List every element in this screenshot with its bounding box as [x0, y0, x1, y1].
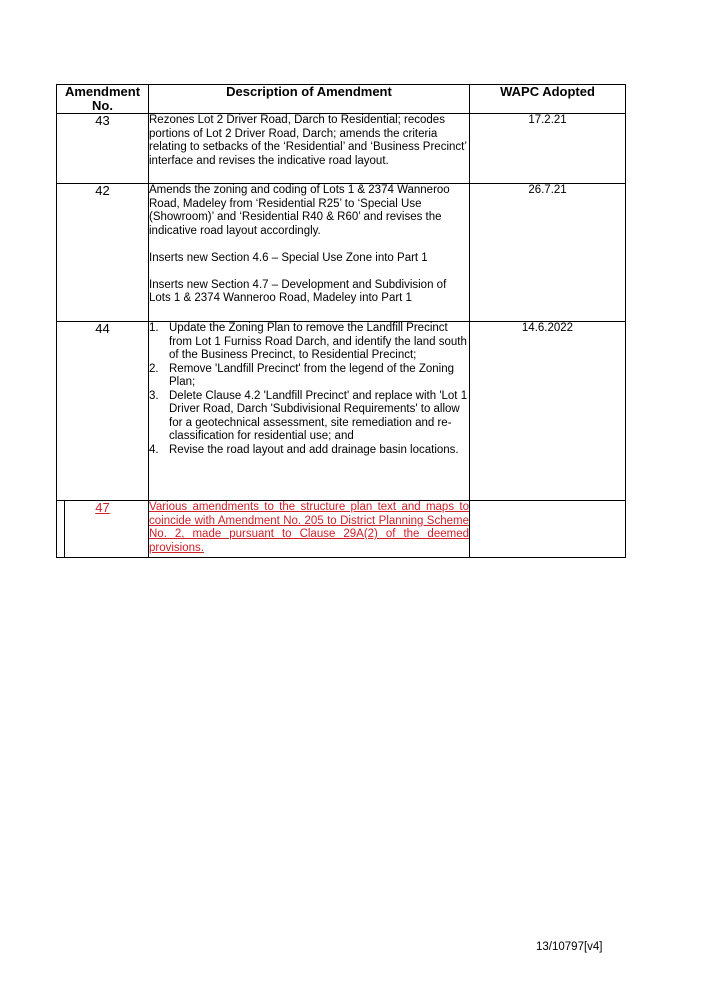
amendment-number: 44: [57, 322, 149, 501]
amendment-number-cell: [57, 501, 149, 558]
amendment-number: 42: [57, 184, 149, 322]
amendments-table: [56, 84, 626, 558]
adopted-date: 14.6.2022: [470, 322, 626, 501]
amendment-description: [149, 114, 470, 184]
list-item-text: Remove 'Landfill Precinct' from the legend of the Zoning Plan;: [169, 362, 455, 388]
table-row: [57, 184, 626, 322]
description-paragraph: Amends the zoning and coding of Lots 1 & 2374 Wanneroo Road, Madeley from ‘Residential R25’ to ‘Special Use (Showroom)’ and ‘Residential R40 & R60’ and revises the indicative road layout accordingly.: [149, 184, 450, 237]
document-reference: 13/10797[v4]: [536, 941, 603, 953]
adopted-date: [470, 501, 626, 558]
header-description: Description of Amendment: [149, 85, 470, 114]
adopted-date: 17.2.21: [470, 114, 626, 184]
list-item-number: 3.: [149, 389, 159, 402]
amendment-description: [149, 322, 470, 501]
amendment-item-list: [149, 322, 469, 457]
list-item: [149, 444, 469, 458]
description-text: Rezones Lot 2 Driver Road, Darch to Residential; recodes portions of Lot 2 Driver Road, Darch; amends the criteria relating to setbacks of the ‘Residential’ and ‘Business Precinct’ interface and revises the indicative road layout.: [149, 114, 467, 167]
amendment-number: 43: [57, 114, 149, 184]
list-item: [149, 322, 469, 363]
description-text: Various amendments to the structure plan text and maps to coincide with Amendment No. 205 to District Planning Scheme No. 2, made pursuant to Clause 29A(2) of the deemed provisions.: [149, 501, 469, 554]
amendment-description: [149, 184, 470, 322]
list-item-text: Update the Zoning Plan to remove the Landfill Precinct from Lot 1 Furniss Road Darch, and identify the land south of the Business Precinct, to Residential Precinct;: [169, 322, 467, 361]
table-header-row: [57, 85, 626, 114]
list-item-number: 1.: [149, 322, 159, 334]
list-item-number: 2.: [149, 362, 159, 375]
amendment-description: [149, 501, 470, 558]
header-amendment-no: Amendment No.: [57, 85, 149, 114]
adopted-date: 26.7.21: [470, 184, 626, 322]
amendment-number: 47: [95, 500, 110, 515]
list-item: [149, 363, 469, 390]
description-paragraph: Inserts new Section 4.6 – Special Use Zone into Part 1: [149, 251, 428, 264]
table-row: [57, 114, 626, 184]
table-row: [57, 322, 626, 501]
description-paragraph: Inserts new Section 4.7 – Development and Subdivision of Lots 1 & 2374 Wanneroo Road, Madeley into Part 1: [149, 278, 447, 304]
table-row: [57, 501, 626, 558]
list-item-text: Revise the road layout and add drainage basin locations.: [169, 443, 459, 456]
list-item-number: 4.: [149, 443, 159, 456]
header-wapc-adopted: WAPC Adopted: [470, 85, 626, 114]
list-item: [149, 390, 469, 444]
list-item-text: Delete Clause 4.2 'Landfill Precinct' and replace with 'Lot 1 Driver Road, Darch 'Subdivisional Requirements' to allow for a geotechnical assessment, site remediation and re-classification for residential use; and: [169, 389, 468, 442]
change-bar: [64, 500, 65, 558]
